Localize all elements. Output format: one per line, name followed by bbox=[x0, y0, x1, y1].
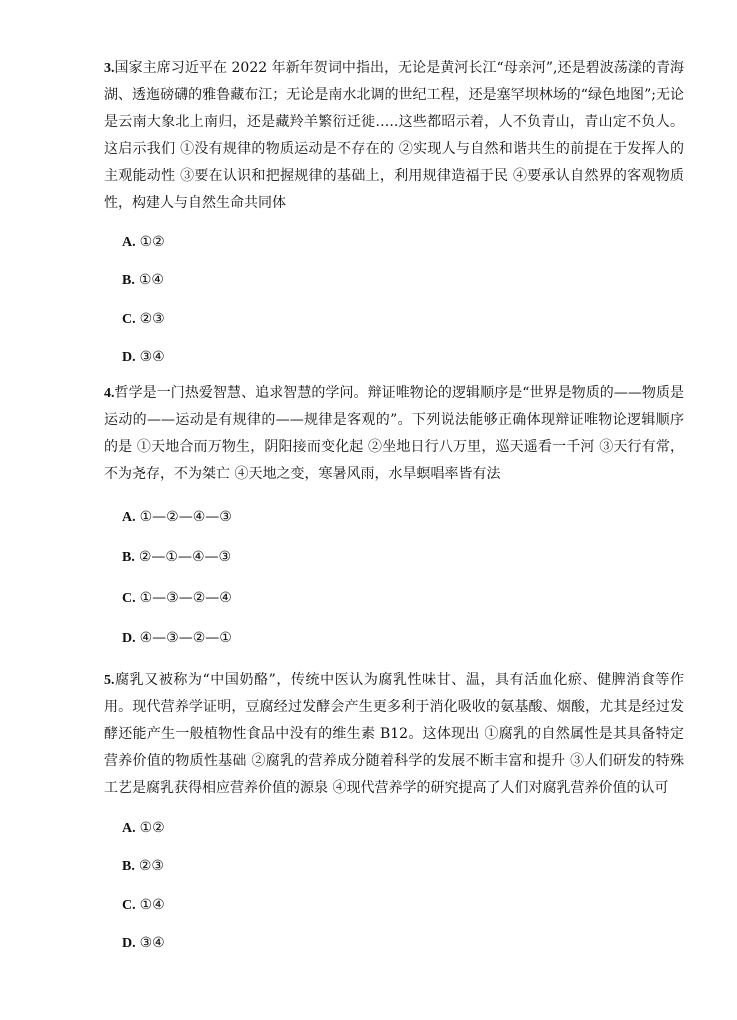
option-letter: D. bbox=[122, 350, 136, 365]
option-letter: C. bbox=[122, 898, 136, 913]
option-letter: D. bbox=[122, 631, 136, 646]
option-c[interactable] bbox=[122, 589, 232, 608]
question-stem bbox=[104, 55, 684, 217]
option-letter: D. bbox=[122, 936, 136, 951]
question-4 bbox=[104, 380, 684, 646]
option-text: ②③ bbox=[138, 858, 164, 874]
option-c[interactable] bbox=[122, 896, 165, 915]
option-text: ①—②—④—③ bbox=[139, 509, 232, 525]
option-a[interactable] bbox=[122, 819, 165, 838]
option-text: ①② bbox=[139, 820, 165, 836]
option-c[interactable] bbox=[122, 310, 165, 329]
option-text: ③④ bbox=[139, 349, 165, 365]
option-letter: C. bbox=[122, 312, 136, 327]
question-number: 5. bbox=[104, 673, 115, 688]
question-text: 哲学是一门热爱智慧、追求智慧的学问。辩证唯物论的逻辑顺序是“世界是物质的——物质是运动的——运动是有规律的——规律是客观的”。下列说法能够正确体现辩证唯物论逻辑顺序的是 ①天地合而万物生，阴阳接而变化起 ②坐地日行八万里，巡天遥看一千河 ③天行有常，不为尧存，不为桀亡 ④天地之变，寒暑风雨，水旱螟唱率皆有法 bbox=[104, 385, 684, 482]
option-b[interactable] bbox=[122, 548, 231, 567]
option-text: ②③ bbox=[139, 311, 165, 327]
option-letter: A. bbox=[122, 510, 136, 525]
option-b[interactable] bbox=[122, 271, 164, 290]
option-text: ①④ bbox=[138, 272, 164, 288]
option-letter: B. bbox=[122, 550, 135, 565]
option-d[interactable] bbox=[122, 934, 165, 953]
option-text: ④—③—②—① bbox=[139, 630, 232, 646]
option-text: ③④ bbox=[139, 935, 165, 951]
question-3 bbox=[104, 55, 684, 365]
option-text: ①④ bbox=[139, 897, 165, 913]
option-a[interactable] bbox=[122, 508, 232, 527]
question-stem bbox=[104, 667, 684, 802]
question-text: 国家主席习近平在 2022 年新年贺词中指出，无论是黄河长江“母亲河”,还是碧波荡漾的青海湖、透迤磅礴的雅鲁藏布江；无论是南水北调的世纪工程，还是塞罕坝林场的“绿色地图”;无论是云南大象北上南归，还是藏羚羊繁衍迁徙…..这些都昭示着，人不负青山，青山定不负人。这启示我们 ①没有规律的物质运动是不存在的 ②实现人与自然和谐共生的前提在于发挥人的主观能动性 ③要在认识和把握规律的基础上，利用规律造福于民 ④要承认自然界的客观物质性，构建人与自然生命共同体 bbox=[104, 60, 684, 211]
option-letter: B. bbox=[122, 859, 135, 874]
option-text: ②—①—④—③ bbox=[138, 549, 232, 565]
option-b[interactable] bbox=[122, 857, 164, 876]
question-number: 3. bbox=[104, 61, 115, 76]
question-text: 腐乳又被称为“中国奶酪”，传统中医认为腐乳性味甘、温，具有活血化瘀、健脾消食等作用。现代营养学证明，豆腐经过发酵会产生更多利于消化吸收的氨基酸、烟酸，尤其是经过发酵还能产生一般植物性食品中没有的维生素 B12。这体现出 ①腐乳的自然属性是其具备特定营养价值的物质性基础 ②腐乳的营养成分随着科学的发展不断丰富和提升 ③人们研发的特殊工艺是腐乳获得相应营养价值的源泉 ④现代营养学的研究提高了人们对腐乳营养价值的认可 bbox=[104, 672, 684, 796]
question-stem bbox=[104, 380, 684, 488]
option-letter: B. bbox=[122, 273, 135, 288]
option-letter: A. bbox=[122, 821, 136, 836]
question-number: 4. bbox=[104, 386, 115, 401]
option-d[interactable] bbox=[122, 348, 165, 367]
option-a[interactable] bbox=[122, 233, 165, 252]
option-text: ①② bbox=[139, 234, 165, 250]
option-letter: A. bbox=[122, 235, 136, 250]
option-d[interactable] bbox=[122, 629, 232, 648]
option-letter: C. bbox=[122, 591, 136, 606]
option-text: ①—③—②—④ bbox=[139, 590, 232, 606]
question-5 bbox=[104, 667, 684, 951]
